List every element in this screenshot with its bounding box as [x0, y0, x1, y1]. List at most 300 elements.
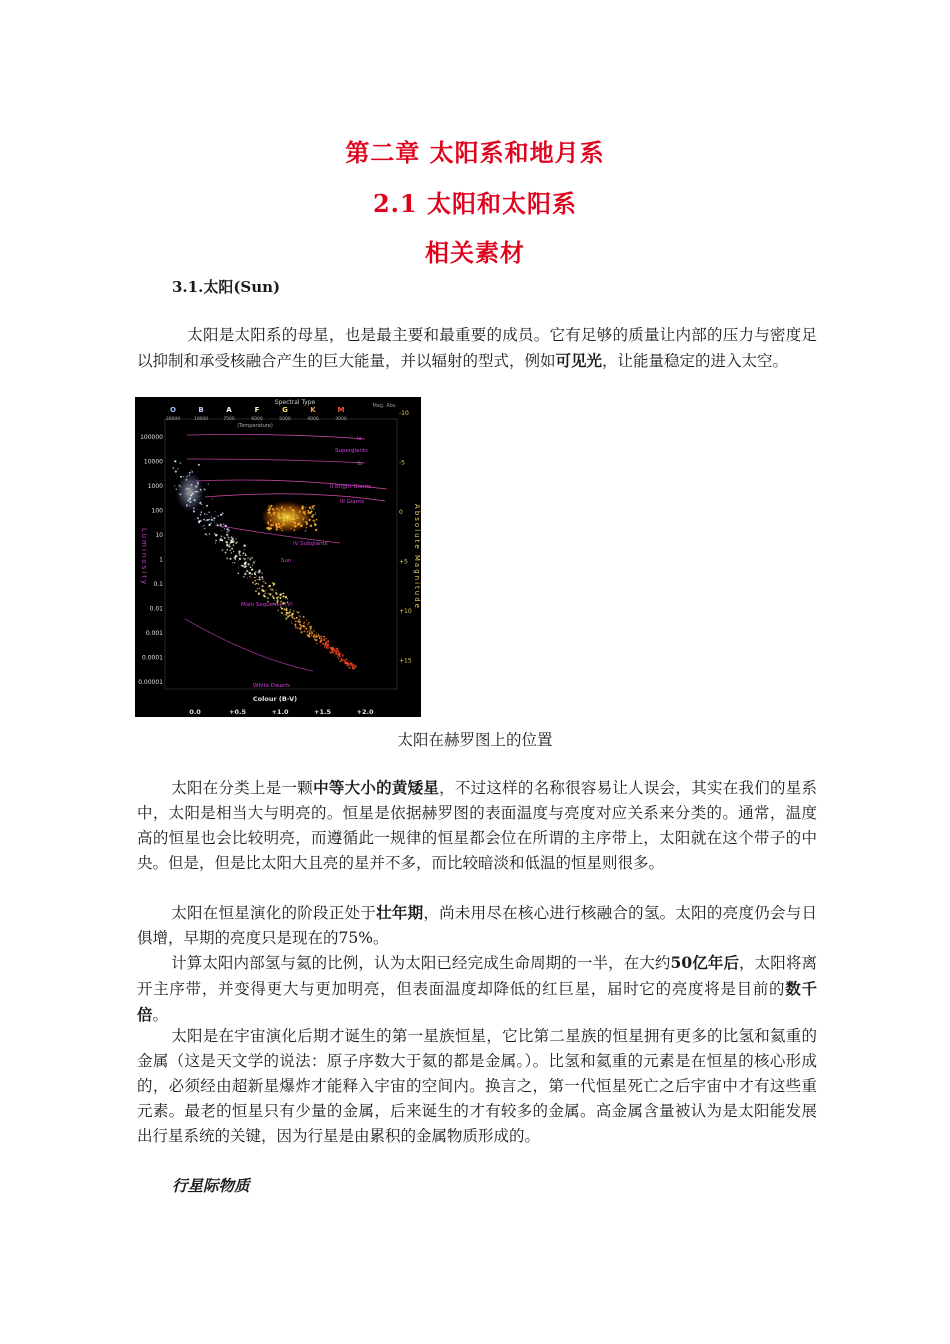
star-point	[235, 555, 237, 557]
temperature-tick: 10000	[193, 417, 209, 422]
star-point	[342, 653, 344, 655]
star-point	[259, 587, 261, 589]
star-point	[299, 627, 301, 629]
star-point	[236, 542, 238, 544]
star-point	[214, 522, 215, 523]
star-point	[308, 622, 310, 624]
star-point	[283, 593, 285, 595]
star-point	[263, 581, 265, 583]
star-point	[221, 535, 222, 536]
star-point	[238, 560, 239, 561]
star-point	[261, 576, 263, 578]
star-point	[326, 647, 328, 649]
star-point	[273, 597, 275, 599]
star-point	[343, 660, 344, 661]
star-point	[203, 520, 204, 521]
star-point	[194, 519, 195, 520]
star-point	[281, 593, 282, 594]
star-point	[175, 470, 177, 472]
star-point	[324, 644, 325, 645]
star-point	[206, 519, 208, 521]
star-point	[205, 533, 207, 535]
star-point	[276, 597, 278, 599]
star-point	[312, 508, 313, 509]
hr-diagram-figure	[135, 397, 421, 717]
star-point	[346, 659, 347, 660]
star-point	[228, 530, 230, 532]
star-point	[216, 516, 217, 517]
star-point	[278, 610, 279, 611]
star-point	[209, 533, 211, 535]
star-point	[258, 593, 260, 595]
star-point	[315, 513, 316, 514]
star-point	[345, 662, 347, 664]
star-point	[247, 563, 249, 565]
star-point	[216, 523, 217, 524]
star-point	[289, 612, 291, 614]
star-point	[264, 591, 265, 592]
star-point	[283, 595, 285, 597]
star-point	[321, 638, 323, 640]
star-point	[316, 634, 317, 635]
paragraph-population-metals: 太阳是在宇宙演化后期才诞生的第一星族恒星，它比第二星族的恒星拥有更多的比氢和氦重的金属（这是天文学的说法：原子序数大于氦的都是金属。）。比氢和氦重的元素是在恒星的核心形成的，必须经由超新星爆炸才能释入宇宙的空间内。换言之，第一代恒星死亡之后宇宙中才有这些重元素。最老的恒星只有少量的金属，后来诞生的才有较多的金属。高金属含量被认为是太阳能发展出行星系统的关键，因为行星是由累积的金属物质形成的。	[137, 1027, 817, 1145]
star-point	[316, 636, 318, 638]
star-point	[280, 597, 282, 599]
star-point	[324, 646, 326, 648]
magnitude-tick: +15	[399, 657, 412, 665]
star-point	[277, 599, 279, 601]
star-point	[323, 643, 324, 644]
star-point	[243, 544, 245, 546]
giants-label: III Giants	[340, 499, 365, 505]
star-point	[292, 616, 294, 618]
star-point	[304, 625, 305, 626]
star-point	[252, 582, 254, 584]
temperature-label: (Temperature)	[237, 423, 273, 429]
star-point	[303, 616, 305, 618]
star-point	[241, 565, 243, 567]
star-point	[254, 580, 255, 581]
star-point	[253, 561, 255, 563]
star-point	[316, 519, 318, 521]
star-point	[335, 648, 336, 649]
star-point	[211, 516, 212, 517]
star-point	[316, 643, 317, 644]
star-point	[203, 507, 204, 508]
star-point	[258, 584, 259, 585]
star-point	[251, 557, 252, 558]
star-point	[296, 617, 298, 619]
star-point	[198, 464, 200, 466]
star-point	[222, 527, 223, 528]
star-point	[262, 579, 264, 581]
star-point	[243, 552, 244, 553]
star-point	[215, 511, 216, 512]
star-point	[298, 612, 300, 614]
star-point	[198, 521, 200, 523]
star-point	[231, 548, 233, 550]
star-point	[257, 579, 258, 580]
star-point	[239, 554, 240, 555]
star-point	[228, 539, 229, 540]
colour-tick: 0.0	[189, 708, 201, 716]
star-point	[254, 577, 256, 579]
star-point	[294, 618, 296, 620]
star-point	[328, 648, 329, 649]
star-point	[348, 660, 349, 661]
star-point	[351, 665, 352, 666]
abs-mag-top-label: Mag. Abs.	[372, 403, 397, 409]
star-point	[314, 505, 316, 507]
star-point	[321, 643, 322, 644]
hr-diagram	[135, 397, 421, 717]
star-point	[311, 632, 313, 634]
colour-tick: +1.0	[271, 708, 289, 716]
star-point	[208, 511, 209, 512]
star-point	[265, 582, 267, 584]
star-point	[334, 656, 335, 657]
star-point	[229, 544, 230, 545]
subgiants-label: IV Subgiants	[293, 541, 328, 547]
star-point	[207, 535, 208, 536]
star-point	[224, 537, 226, 539]
star-point	[243, 558, 244, 559]
star-point	[300, 631, 302, 633]
star-point	[216, 534, 218, 536]
star-point	[329, 651, 331, 653]
star-point	[258, 583, 259, 584]
star-point	[336, 650, 338, 652]
star-point	[300, 625, 302, 627]
star-point	[339, 660, 341, 662]
star-point	[338, 652, 340, 654]
star-point	[217, 524, 219, 526]
star-point	[255, 571, 256, 572]
star-point	[247, 578, 248, 579]
colour-axis-label: Colour (B-V)	[252, 695, 298, 703]
magnitude-tick: +5	[399, 558, 408, 566]
star-point	[287, 598, 288, 599]
star-point	[320, 640, 321, 641]
star-point	[263, 594, 265, 596]
star-point	[214, 520, 215, 521]
star-point	[202, 526, 203, 527]
star-point	[315, 514, 316, 515]
star-point	[257, 588, 258, 589]
star-point	[230, 550, 231, 551]
star-point	[313, 522, 314, 523]
star-point	[344, 662, 345, 663]
star-point	[269, 530, 270, 531]
star-point	[342, 655, 344, 657]
star-point	[314, 639, 315, 640]
star-point	[197, 509, 198, 510]
star-point	[337, 656, 338, 657]
star-point	[203, 525, 204, 526]
luminosity-tick: 0.1	[153, 581, 163, 588]
star-point	[313, 520, 315, 522]
star-point	[200, 514, 202, 516]
star-point	[235, 538, 236, 539]
luminosity-tick: 1000	[147, 483, 163, 490]
star-point	[318, 634, 319, 635]
star-point	[201, 504, 202, 505]
star-point	[285, 596, 287, 598]
star-point	[226, 545, 228, 547]
magnitude-tick: 0	[399, 509, 403, 516]
star-point	[348, 667, 350, 669]
star-point	[212, 498, 213, 499]
star-point	[204, 528, 206, 530]
star-point	[245, 565, 247, 567]
star-point	[326, 646, 327, 647]
star-point	[226, 532, 227, 533]
star-point	[244, 549, 245, 550]
star-point	[262, 582, 263, 583]
star-point	[354, 667, 355, 668]
star-point	[245, 562, 247, 564]
star-point	[249, 572, 250, 573]
star-point	[335, 652, 336, 653]
star-point	[303, 630, 305, 632]
star-point	[222, 549, 224, 551]
star-point	[305, 530, 306, 531]
star-point	[218, 516, 219, 517]
spectral-class-F: F	[254, 406, 260, 414]
star-point	[272, 589, 274, 591]
star-point	[173, 467, 175, 469]
star-point	[206, 505, 208, 507]
star-point	[240, 555, 241, 556]
star-point	[295, 621, 297, 623]
star-point	[262, 572, 263, 573]
star-point	[310, 630, 311, 631]
material-title: 相关素材	[425, 238, 525, 267]
star-point	[238, 567, 239, 568]
star-point	[197, 518, 199, 520]
star-point	[352, 667, 353, 668]
colour-tick: +0.5	[229, 708, 246, 716]
star-point	[239, 553, 240, 554]
bright-giants-label: II Bright Giants	[330, 484, 372, 490]
temperature-tick: 4000	[307, 417, 319, 422]
figure-caption: 太阳在赫罗图上的位置	[397, 731, 553, 749]
ib-label: Ib	[357, 461, 363, 467]
star-point	[297, 621, 299, 623]
star-point	[319, 636, 320, 637]
luminosity-tick: 0.00001	[138, 679, 163, 686]
star-point	[285, 609, 287, 611]
spectral-type-label: Spectral Type	[274, 399, 316, 406]
star-point	[331, 652, 332, 653]
star-point	[262, 590, 264, 592]
star-point	[223, 523, 225, 525]
star-point	[204, 520, 205, 521]
star-point	[295, 625, 296, 626]
star-point	[215, 542, 216, 543]
star-point	[244, 558, 246, 560]
star-point	[238, 573, 239, 574]
star-point	[313, 635, 315, 637]
star-point	[251, 574, 252, 575]
star-point	[227, 533, 228, 534]
star-point	[272, 582, 273, 583]
star-point	[273, 583, 275, 585]
star-point	[225, 552, 227, 554]
star-point	[323, 644, 324, 645]
star-point	[259, 579, 261, 581]
star-point	[234, 536, 235, 537]
star-point	[306, 632, 307, 633]
star-point	[296, 611, 297, 612]
star-point	[224, 528, 225, 529]
star-point	[257, 572, 258, 573]
star-point	[229, 539, 230, 540]
star-point	[285, 617, 287, 619]
star-point	[261, 585, 263, 587]
star-point	[242, 555, 243, 556]
luminosity-tick: 100	[151, 507, 163, 515]
star-point	[329, 647, 331, 649]
star-point	[291, 621, 292, 622]
sun-label: Sun	[281, 558, 292, 564]
star-point	[332, 652, 334, 654]
star-point	[293, 610, 294, 611]
star-point	[266, 590, 267, 591]
supergiants-label: Supergiants	[335, 448, 368, 454]
star-point	[339, 655, 340, 656]
star-point	[314, 637, 315, 638]
star-point	[201, 511, 202, 512]
star-point	[256, 561, 257, 562]
star-point	[215, 540, 217, 542]
star-point	[249, 576, 250, 577]
star-point	[230, 540, 232, 542]
star-point	[347, 659, 348, 660]
star-point	[231, 552, 232, 553]
star-point	[283, 608, 285, 610]
star-point	[325, 641, 327, 643]
star-point	[229, 558, 231, 560]
star-point	[305, 628, 307, 630]
star-point	[268, 593, 269, 594]
star-point	[264, 593, 266, 595]
star-point	[246, 570, 248, 572]
star-point	[283, 614, 284, 615]
star-point	[289, 615, 291, 617]
star-point	[314, 523, 317, 526]
star-point	[289, 611, 290, 612]
star-point	[273, 590, 274, 591]
star-point	[318, 633, 319, 634]
paragraph-sun-intro: 太阳是太阳系的母星，也是最主要和最重要的成员。它有足够的质量让内部的压力与密度足以抑制和承受核融合产生的巨大能量，并以辐射的型式，例如可见光，让能量稳定的进入太空。	[137, 326, 817, 370]
star-point	[259, 577, 261, 579]
spectral-class-K: K	[310, 406, 316, 414]
star-point	[252, 573, 253, 574]
star-point	[217, 515, 218, 516]
star-point	[256, 576, 257, 577]
star-point	[309, 630, 310, 631]
paragraph-evolution-stage: 太阳在恒星演化的阶段正处于壮年期，尚未用尽在核心进行核融合的氢。太阳的亮度仍会与日俱增，早期的亮度只是现在的75%。	[137, 903, 817, 947]
white-dwarfs-label: White Dwarfs	[253, 683, 290, 689]
spectral-class-A: A	[226, 406, 232, 414]
star-point	[228, 545, 230, 547]
star-point	[219, 542, 220, 543]
star-point	[308, 631, 309, 632]
star-point	[344, 660, 346, 662]
star-point	[226, 550, 227, 551]
star-point	[250, 576, 251, 577]
subheading-interplanetary-matter: 行星际物质	[172, 1176, 250, 1195]
star-point	[226, 528, 228, 530]
magnitude-tick: +10	[399, 608, 412, 615]
star-point	[225, 540, 226, 541]
star-point	[295, 626, 297, 628]
spectral-class-G: G	[282, 406, 288, 414]
star-point	[228, 537, 230, 539]
star-point	[180, 462, 182, 464]
luminosity-tick: 100000	[140, 434, 163, 441]
star-point	[233, 551, 234, 552]
star-point	[238, 550, 240, 552]
star-point	[350, 662, 351, 663]
star-point	[221, 539, 223, 541]
star-point	[227, 549, 228, 550]
star-point	[227, 531, 228, 532]
temperature-tick: 6000	[251, 417, 263, 422]
star-point	[331, 648, 333, 650]
star-point	[299, 615, 300, 616]
star-point	[250, 558, 251, 559]
star-point	[327, 640, 329, 642]
star-point	[245, 553, 246, 554]
star-point	[232, 562, 233, 563]
star-point	[311, 635, 312, 636]
luminosity-tick: 1	[159, 556, 163, 564]
star-point	[174, 485, 175, 486]
star-point	[233, 544, 234, 545]
hot-stars-glow	[176, 472, 204, 512]
spectral-class-B: B	[198, 406, 204, 414]
figure-background	[135, 397, 421, 717]
star-point	[285, 614, 286, 615]
star-point	[239, 558, 241, 560]
star-point	[204, 513, 206, 515]
star-point	[341, 658, 342, 659]
star-point	[281, 612, 283, 614]
luminosity-tick: 0.0001	[142, 654, 163, 662]
star-point	[190, 470, 191, 471]
star-point	[302, 627, 303, 628]
magnitude-tick: -5	[399, 459, 405, 467]
star-point	[306, 620, 307, 621]
star-point	[256, 583, 258, 585]
star-point	[312, 505, 314, 507]
temperature-tick: 5000	[279, 417, 291, 422]
star-point	[316, 632, 317, 633]
star-point	[247, 558, 248, 559]
star-point	[220, 525, 222, 527]
star-point	[299, 616, 301, 618]
star-point	[234, 562, 235, 563]
star-point	[286, 612, 288, 614]
star-point	[208, 484, 209, 485]
star-point	[245, 574, 246, 575]
star-point	[248, 557, 249, 558]
star-point	[252, 565, 253, 566]
luminosity-tick: 10	[155, 532, 163, 539]
colour-tick: +1.5	[314, 708, 331, 716]
